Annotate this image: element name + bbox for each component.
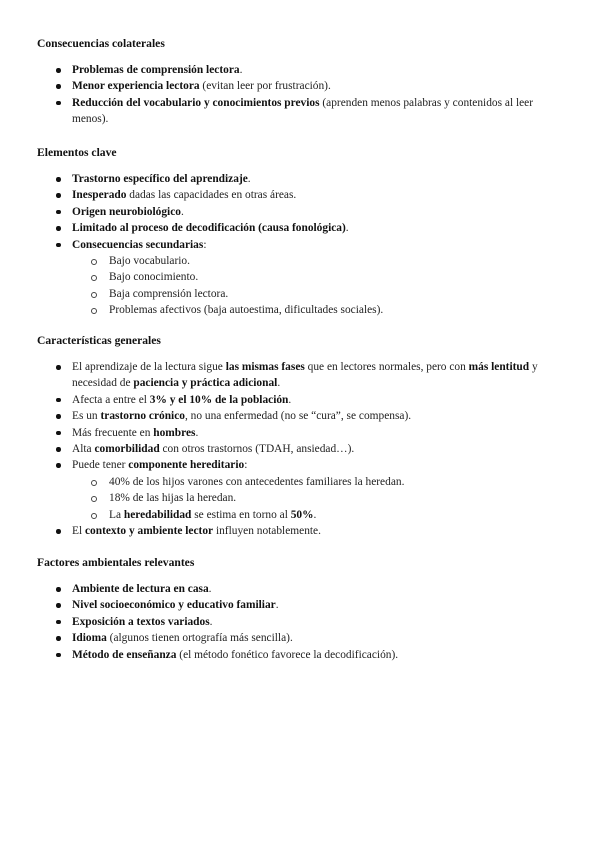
bold-text: Nivel socioeconómico y educativo familiar (72, 599, 276, 612)
text: . (277, 377, 281, 390)
sub-list-item: Problemas afectivos (baja autoestima, dificultades sociales). (37, 302, 567, 318)
text: . (275, 599, 279, 612)
bold-text: Ambiente de lectura en casa (72, 583, 209, 595)
sub-list-item: 40% de los hijos varones con antecedentes familiares la heredan. (37, 474, 567, 490)
section-caracteristicas-generales (37, 333, 567, 539)
text: (evitan leer por frustración). (199, 80, 331, 93)
list-item (37, 597, 567, 613)
text: Puede tener (72, 459, 129, 472)
text: Es un (72, 410, 101, 423)
list-item (37, 425, 567, 441)
list-item (37, 95, 567, 128)
bold-text: paciencia y práctica adicional (133, 377, 278, 390)
section-heading: Factores ambientales relevantes (37, 556, 195, 569)
text: El aprendizaje de la lectura sigue (72, 361, 226, 373)
sub-list (72, 474, 567, 523)
bold-text: 50% (290, 508, 314, 521)
sub-list-item: Bajo conocimiento. (37, 269, 567, 285)
text: . (239, 64, 243, 76)
bold-text: Trastorno específico del aprendizaje (72, 173, 248, 185)
list-item (37, 359, 567, 392)
bullet-list (37, 581, 567, 663)
bold-text: las mismas fases (225, 361, 305, 373)
bullet-list (37, 62, 567, 128)
bold-text: Consecuencias secundarias (72, 238, 204, 251)
text: . (180, 205, 184, 218)
bullet-list (37, 359, 567, 539)
sub-list (72, 253, 567, 319)
text: influyen notablemente. (213, 525, 321, 538)
section-factores-ambientales (37, 555, 567, 663)
sub-list-item: 18% de las hijas la heredan. (37, 490, 567, 506)
sub-list-item (37, 507, 567, 523)
section-heading: Consecuencias colaterales (37, 37, 165, 50)
text: : (244, 459, 248, 472)
list-item (37, 204, 567, 220)
text: . (313, 508, 317, 521)
bold-text: Origen neurobiológico (72, 205, 181, 218)
bold-text: hombres (153, 426, 196, 439)
list-item (37, 630, 567, 646)
text: . (345, 222, 349, 235)
text: La (109, 508, 124, 521)
list-item (37, 78, 567, 94)
bold-text: contexto y ambiente lector (84, 525, 214, 538)
sub-list-item: Bajo vocabulario. (37, 253, 567, 269)
list-item (37, 62, 567, 78)
list-item (37, 457, 567, 523)
text: : (203, 238, 207, 251)
list-item (37, 408, 567, 424)
list-item (37, 220, 567, 236)
bold-text: heredabilidad (123, 508, 192, 521)
bold-text: 3% y el 10% de la población (149, 393, 289, 406)
list-item (37, 647, 567, 663)
text: Alta (72, 443, 95, 456)
list-item (37, 614, 567, 630)
text: Afecta a entre el (72, 393, 150, 406)
section-heading: Características generales (37, 334, 161, 347)
bold-text: Limitado al proceso de decodificación (causa fonológica) (72, 222, 346, 235)
list-item (37, 581, 567, 597)
bullet-list (37, 171, 567, 319)
list-item (37, 187, 567, 203)
bold-text: Menor experiencia lectora (72, 80, 200, 93)
bold-text: Idioma (72, 632, 107, 645)
text: (el método fonético favorece la decodificación). (176, 648, 399, 661)
text: . (288, 393, 292, 406)
bold-text: Método de enseñanza (72, 648, 177, 661)
sub-list-item: Baja comprensión lectora. (37, 286, 567, 302)
list-item (37, 171, 567, 187)
list-item (37, 523, 567, 539)
bold-text: Problemas de comprensión lectora (72, 64, 240, 76)
bold-text: más lentitud (468, 361, 530, 373)
text: El (72, 525, 85, 538)
list-item (37, 237, 567, 319)
text: Más frecuente en (72, 426, 154, 439)
list-item (37, 441, 567, 457)
bold-text: componente hereditario (128, 459, 245, 472)
text: y necesidad de (72, 361, 538, 390)
section-elementos-clave (37, 145, 567, 319)
bold-text: comorbilidad (94, 443, 160, 456)
text: . (247, 173, 251, 185)
bold-text: Reducción del vocabulario y conocimientos previos (72, 96, 320, 109)
section-consecuencias-colaterales (37, 36, 567, 128)
text: (aprenden menos palabras y contenidos al leer menos). (72, 96, 534, 126)
bold-text: trastorno crónico (100, 410, 185, 423)
text: . (208, 583, 212, 595)
text: (algunos tienen ortografía más sencilla). (106, 632, 293, 645)
text: con otros trastornos (TDAH, ansiedad…). (159, 443, 355, 456)
text: se estima en torno al (191, 508, 291, 521)
bold-text: Exposición a textos variados (72, 615, 210, 628)
text: , no una enfermedad (no se “cura”, se compensa). (184, 410, 412, 423)
text: . (209, 615, 213, 628)
section-heading: Elementos clave (37, 146, 117, 159)
list-item (37, 392, 567, 408)
text: . (195, 426, 199, 439)
text: dadas las capacidades en otras áreas. (126, 189, 297, 202)
text: que en lectores normales, pero con (304, 361, 469, 373)
bold-text: Inesperado (72, 189, 127, 202)
